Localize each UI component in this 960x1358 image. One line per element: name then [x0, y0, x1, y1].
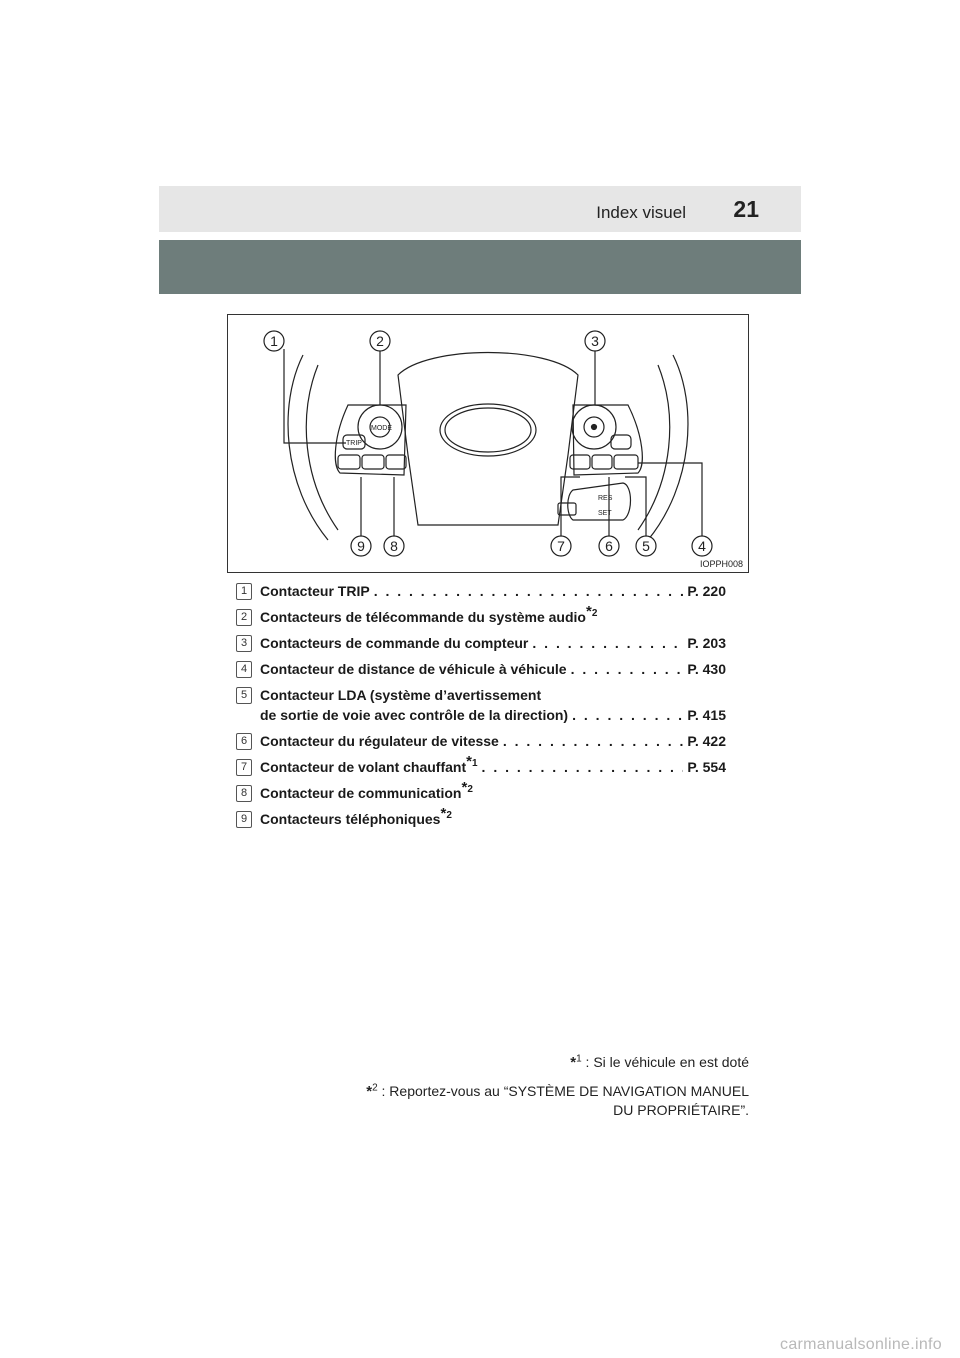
- page-reference[interactable]: P. 554: [687, 759, 726, 775]
- callout-1-label: 1: [270, 333, 278, 349]
- item-label: Contacteur du régulateur de vitesse: [260, 733, 499, 749]
- callout-2-label: 2: [376, 333, 384, 349]
- item-label: Contacteurs téléphoniques: [260, 811, 441, 827]
- item-label: Contacteurs de commande du compteur: [260, 635, 529, 651]
- list-item: [236, 685, 726, 725]
- item-number: 1: [236, 583, 252, 600]
- mode-button-label: MODE: [371, 425, 392, 432]
- page-reference[interactable]: P. 415: [687, 707, 726, 723]
- section-banner: [159, 240, 801, 294]
- res-label: RES: [598, 495, 613, 502]
- item-number: 6: [236, 733, 252, 750]
- footnote-ref: 1: [471, 758, 478, 770]
- item-number: 2: [236, 609, 252, 626]
- steering-wheel-drawing: [228, 315, 748, 572]
- callout-5-label: 5: [642, 538, 650, 554]
- item-number: 3: [236, 635, 252, 652]
- trip-button-label: TRIP: [346, 440, 362, 447]
- footnote-ref: 2: [591, 608, 598, 620]
- steering-wheel-illustration: [227, 314, 749, 573]
- callout-9-label: 9: [357, 538, 365, 554]
- page-reference[interactable]: P. 430: [687, 661, 726, 677]
- item-label: Contacteur de volant chauffant: [260, 759, 467, 775]
- list-item: 2 Contacteurs de télécommande du système audio$^{*2}$: [236, 607, 726, 627]
- page-number: 21: [733, 196, 759, 222]
- section-title: Index visuel: [596, 203, 686, 222]
- list-item: [236, 633, 726, 653]
- callout-8-label: 8: [390, 538, 398, 554]
- list-item: [236, 581, 726, 601]
- footnote-2: *$^2$ : Reportez-vous au “SYSTÈME DE NAVIGATION MANUEL: [366, 1082, 749, 1100]
- item-number: 9: [236, 811, 252, 828]
- list-item: 9 Contacteurs téléphoniques$^{*2}$: [236, 809, 726, 829]
- item-number: 5: [236, 687, 252, 704]
- item-label-line1: Contacteur LDA (système d’avertissement: [260, 687, 542, 703]
- footnote-ref: 2: [446, 810, 452, 822]
- footnote-ref: 2: [467, 784, 473, 796]
- page-reference[interactable]: P. 422: [687, 733, 726, 749]
- list-item: 8 Contacteur de communication$^{*2}$: [236, 783, 726, 803]
- list-item: 7 Contacteur de volant chauffant$^{*1}$ . . . P. 554: [236, 757, 726, 777]
- item-label: Contacteur de distance de véhicule à véhicule: [260, 661, 567, 677]
- callout-6-label: 6: [605, 538, 613, 554]
- item-number: 4: [236, 661, 252, 678]
- item-label: Contacteurs de télécommande du système audio: [260, 609, 586, 625]
- set-label: SET: [598, 510, 612, 517]
- page-reference[interactable]: P. 220: [687, 583, 726, 599]
- footnote-2-continued: DU PROPRIÉTAIRE”.: [613, 1102, 749, 1118]
- item-label-line2: de sortie de voie avec contrôle de la direction): [260, 707, 569, 723]
- list-item: [236, 659, 726, 679]
- callout-4-label: 4: [698, 538, 706, 554]
- callout-3-label: 3: [591, 333, 599, 349]
- page-reference[interactable]: P. 203: [687, 635, 726, 651]
- item-number: 7: [236, 759, 252, 776]
- item-label: Contacteur TRIP: [260, 583, 370, 599]
- callout-legend: [236, 581, 726, 835]
- item-label: Contacteur de communication: [260, 785, 462, 801]
- footnote-1: *$^1$ : Si le véhicule en est doté: [570, 1053, 749, 1071]
- callout-7-label: 7: [557, 538, 565, 554]
- list-item: [236, 731, 726, 751]
- watermark: carmanualsonline.info: [780, 1336, 942, 1353]
- item-number: 8: [236, 785, 252, 802]
- footnotes: [269, 1053, 749, 1119]
- figure-code: IOPPH008: [699, 559, 743, 569]
- page-header: [159, 186, 801, 232]
